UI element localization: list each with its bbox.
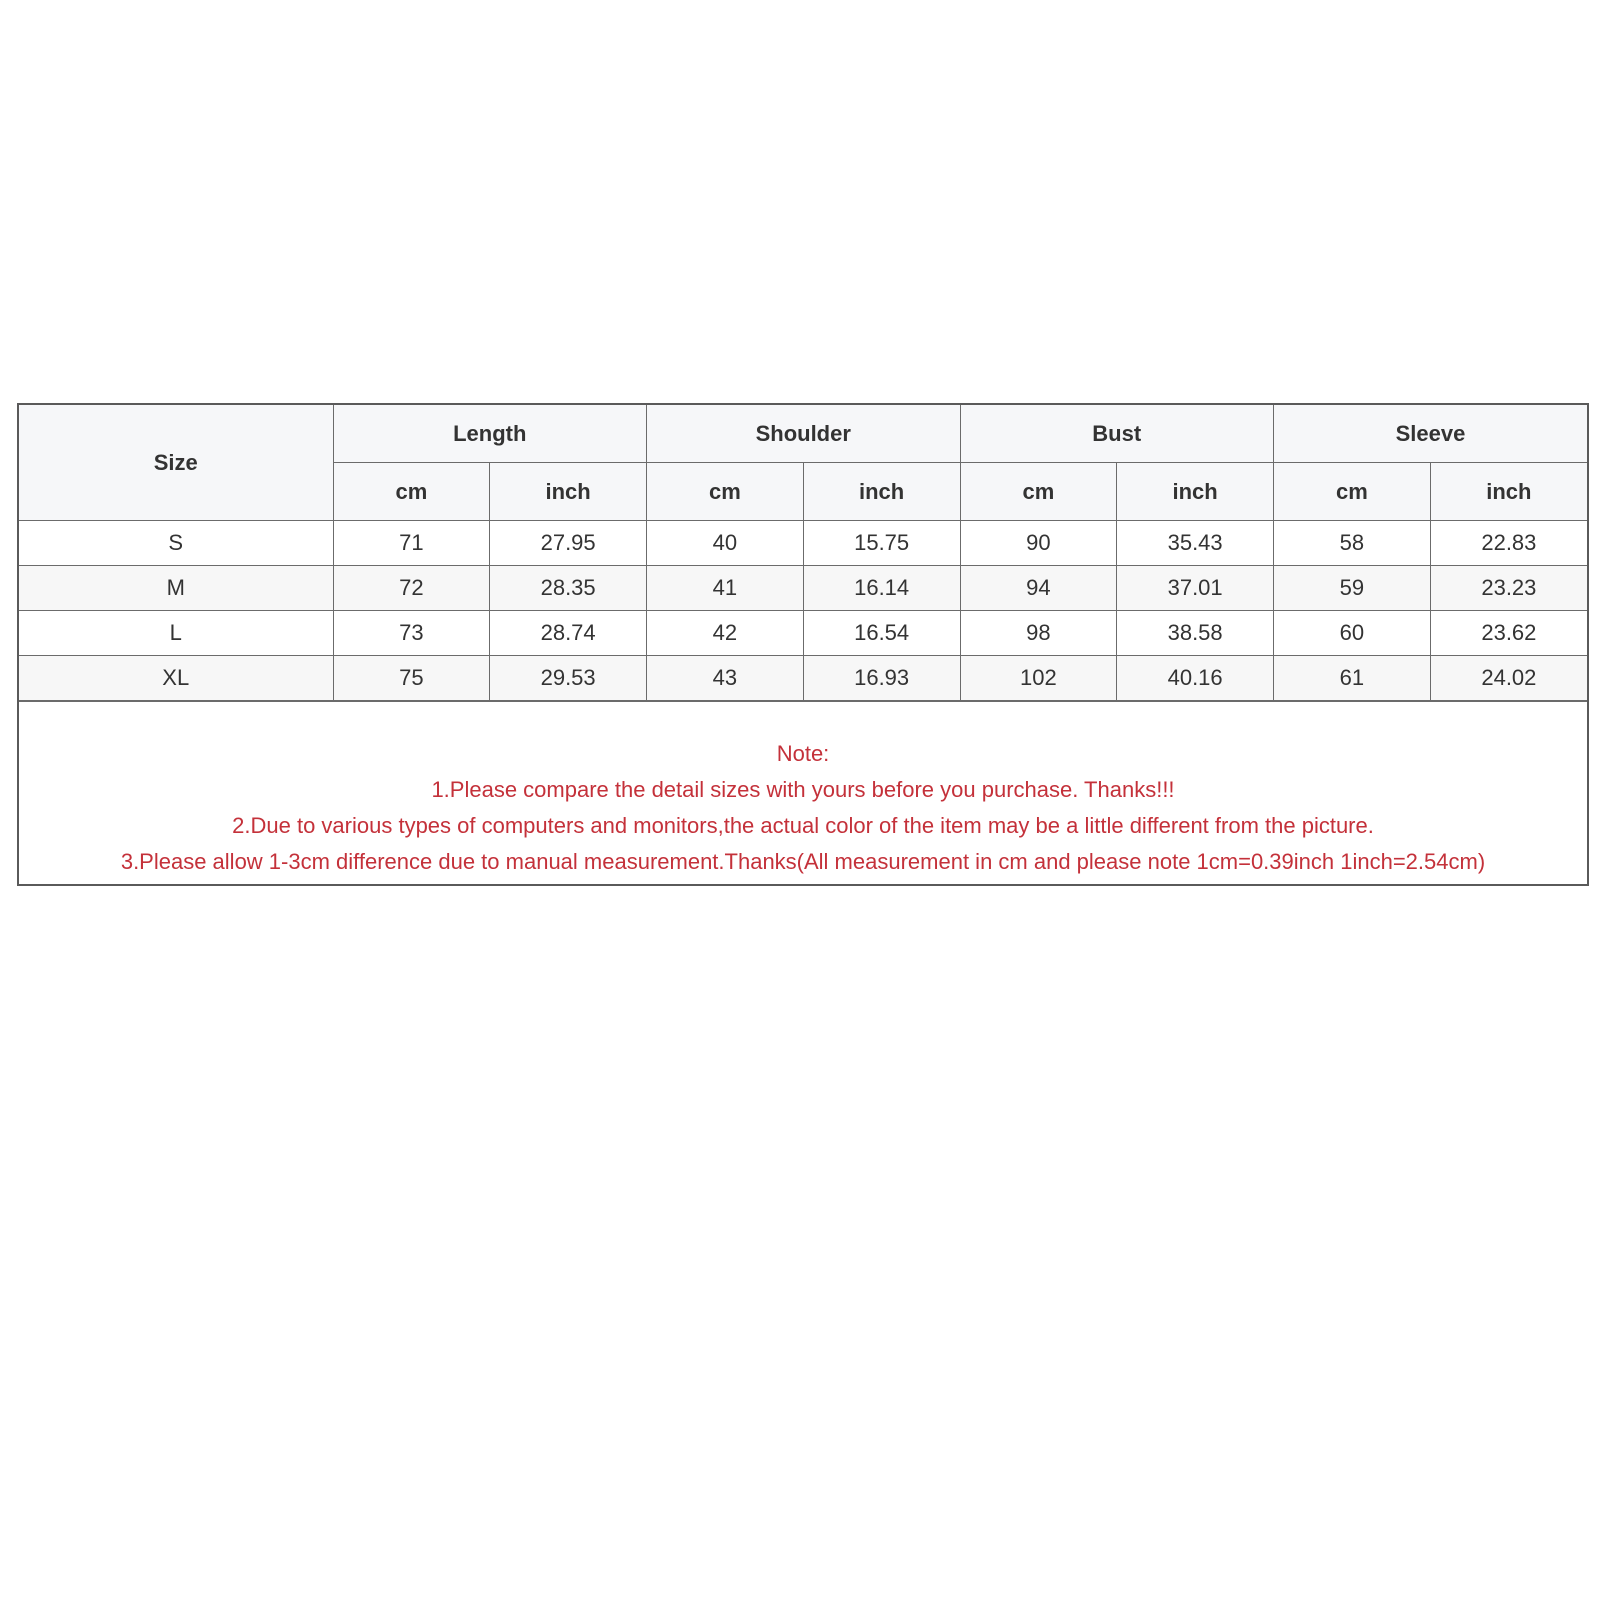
table-cell: 61 <box>1274 656 1431 701</box>
table-cell: 43 <box>647 656 804 701</box>
table-cell: 40 <box>647 521 804 566</box>
table-cell: 37.01 <box>1117 566 1274 611</box>
table-cell: 102 <box>960 656 1117 701</box>
group-header-shoulder: Shoulder <box>647 405 961 463</box>
table-cell: 35.43 <box>1117 521 1274 566</box>
table-cell: 98 <box>960 611 1117 656</box>
table-cell: 58 <box>1274 521 1431 566</box>
group-header-row <box>19 405 1587 463</box>
unit-header: inch <box>1117 463 1274 521</box>
table-cell: 23.62 <box>1430 611 1587 656</box>
table-cell: 15.75 <box>803 521 960 566</box>
table-cell: 23.23 <box>1430 566 1587 611</box>
note-line-3: 3.Please allow 1-3cm difference due to manual measurement.Thanks(All measurement in cm and please note 1cm=0.39inch 1inch=2.54cm) <box>120 849 1486 874</box>
size-cell: M <box>19 566 333 611</box>
table-cell: 28.35 <box>490 566 647 611</box>
group-header-length: Length <box>333 405 647 463</box>
table-cell: 16.54 <box>803 611 960 656</box>
unit-header: inch <box>490 463 647 521</box>
note-line-2: 2.Due to various types of computers and monitors,the actual color of the item may be a little different from the picture. <box>232 813 1374 838</box>
table-cell: 22.83 <box>1430 521 1587 566</box>
table-cell: 41 <box>647 566 804 611</box>
table-cell: 24.02 <box>1430 656 1587 701</box>
table-cell: 27.95 <box>490 521 647 566</box>
table-cell: 71 <box>333 521 490 566</box>
unit-header: cm <box>333 463 490 521</box>
table-cell: 60 <box>1274 611 1431 656</box>
table-cell: 72 <box>333 566 490 611</box>
unit-header: cm <box>960 463 1117 521</box>
size-table <box>19 405 1587 701</box>
size-cell: L <box>19 611 333 656</box>
table-cell: 16.14 <box>803 566 960 611</box>
table-row <box>19 566 1587 611</box>
table-cell: 73 <box>333 611 490 656</box>
group-header-bust: Bust <box>960 405 1274 463</box>
table-row <box>19 611 1587 656</box>
unit-header: inch <box>803 463 960 521</box>
note-heading: Note: <box>776 741 830 766</box>
table-cell: 28.74 <box>490 611 647 656</box>
table-row <box>19 656 1587 701</box>
table-cell: 40.16 <box>1117 656 1274 701</box>
unit-header: inch <box>1430 463 1587 521</box>
unit-header: cm <box>1274 463 1431 521</box>
note-block <box>19 701 1587 884</box>
table-cell: 75 <box>333 656 490 701</box>
size-cell: XL <box>19 656 333 701</box>
group-header-sleeve: Sleeve <box>1274 405 1588 463</box>
unit-header: cm <box>647 463 804 521</box>
table-cell: 29.53 <box>490 656 647 701</box>
table-cell: 59 <box>1274 566 1431 611</box>
table-cell: 16.93 <box>803 656 960 701</box>
size-header: Size <box>19 405 333 521</box>
table-cell: 90 <box>960 521 1117 566</box>
size-chart <box>17 403 1589 886</box>
table-cell: 42 <box>647 611 804 656</box>
note-line-1: 1.Please compare the detail sizes with yours before you purchase. Thanks!!! <box>431 777 1175 802</box>
size-cell: S <box>19 521 333 566</box>
table-row <box>19 521 1587 566</box>
table-cell: 94 <box>960 566 1117 611</box>
table-cell: 38.58 <box>1117 611 1274 656</box>
